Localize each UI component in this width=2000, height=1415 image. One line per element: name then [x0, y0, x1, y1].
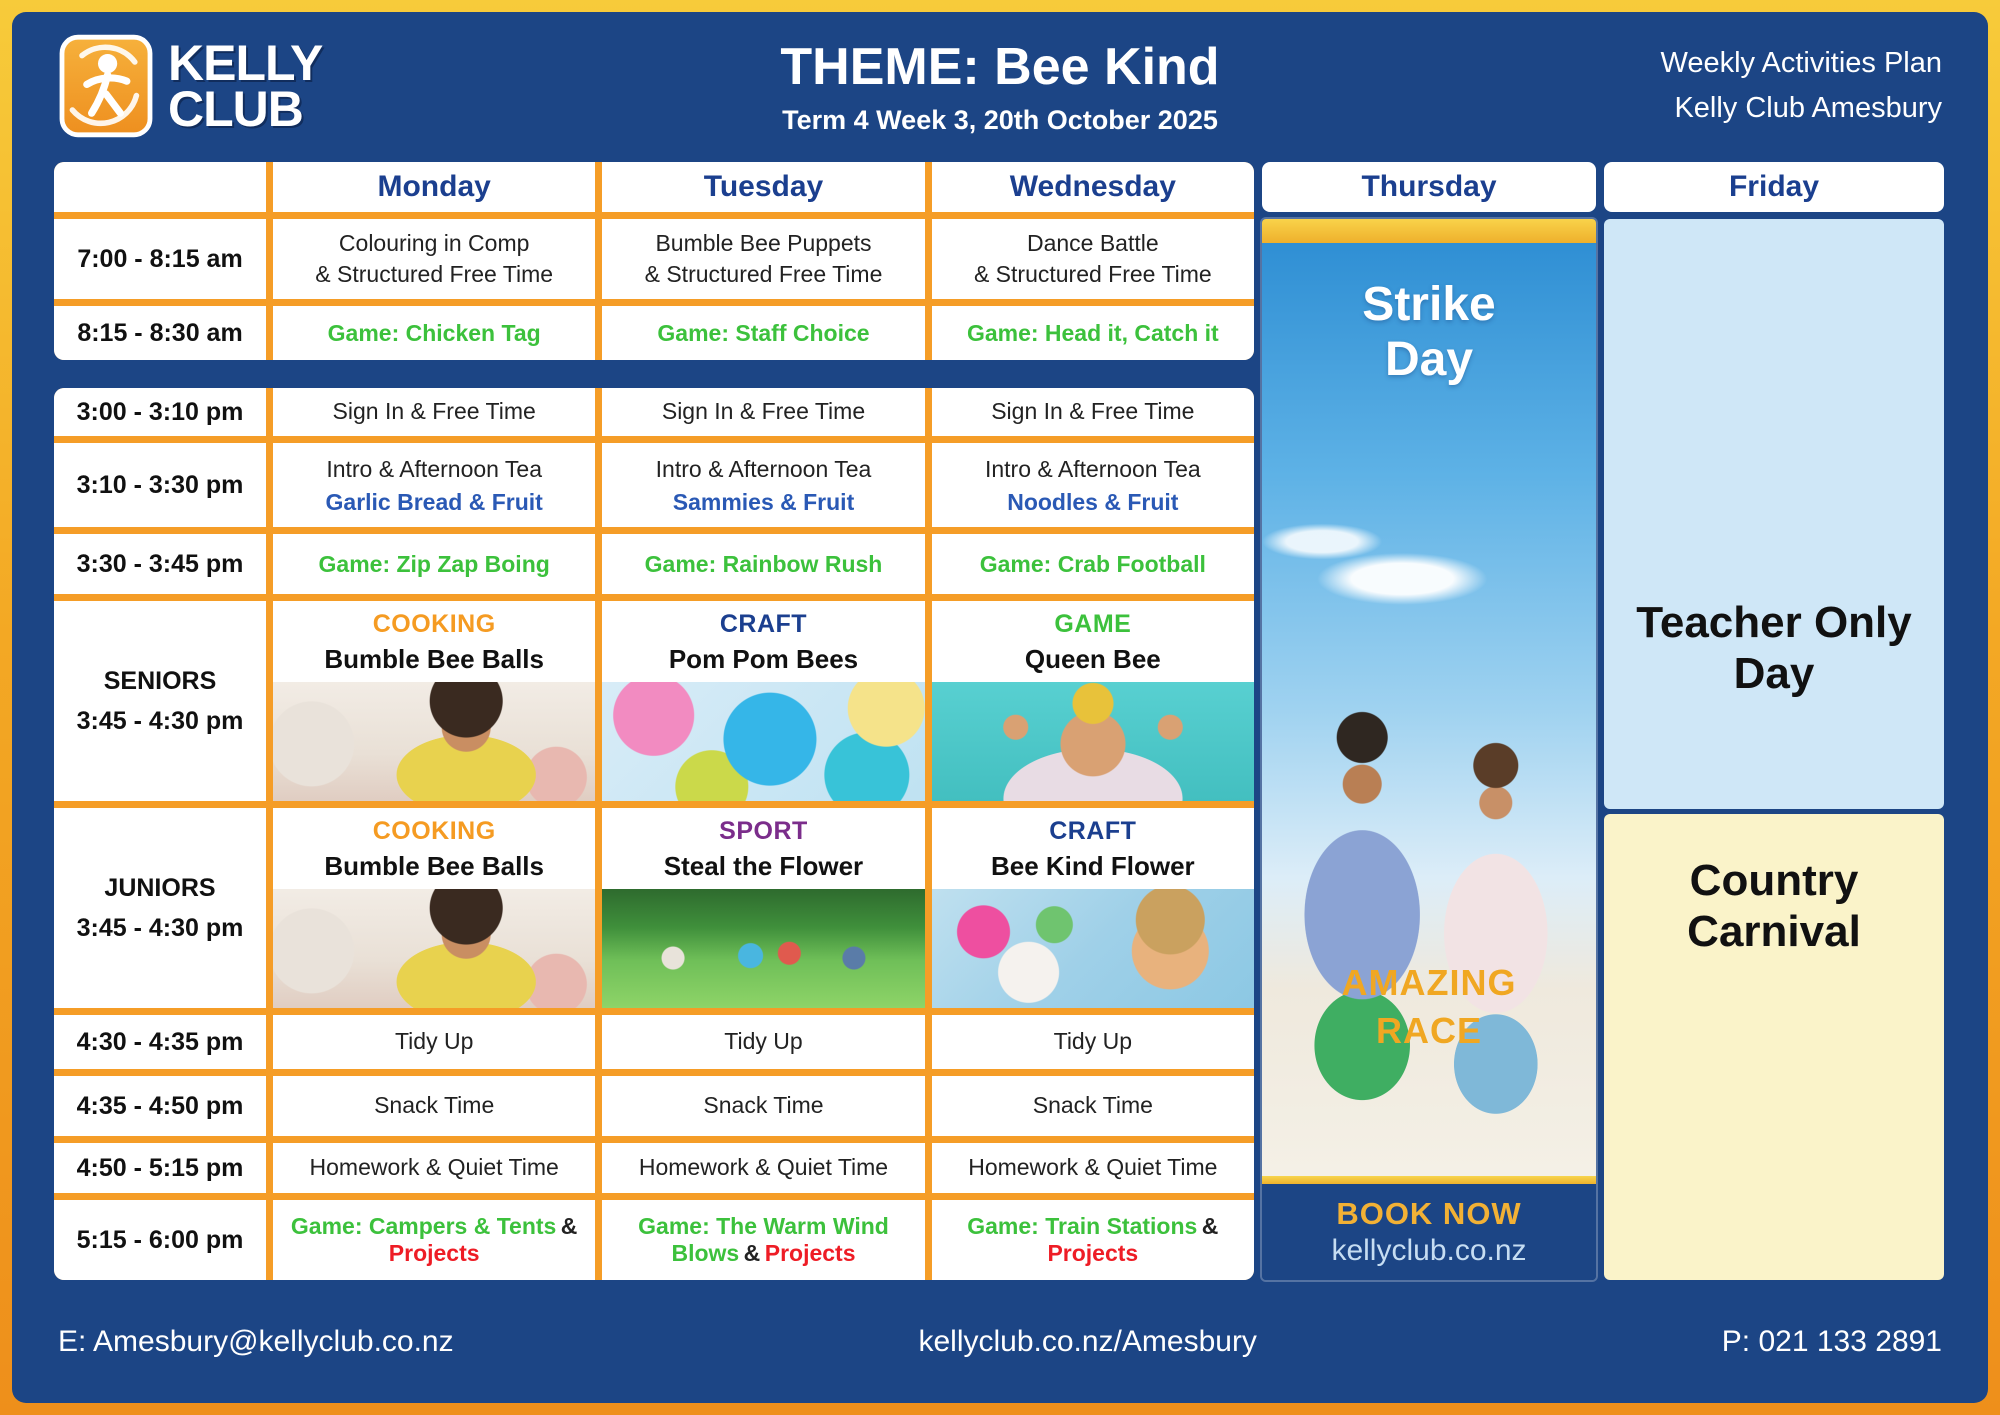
contact-email: E: Amesbury@kellyclub.co.nz [58, 1324, 454, 1358]
activity-cell: Dance Battle & Structured Free Time [932, 219, 1254, 299]
activity-category: CRAFT [719, 610, 808, 638]
strike-day-poster [1262, 219, 1596, 1280]
poster-photo [1262, 243, 1596, 1176]
activity-cell: Bumble Bee Puppets & Structured Free Time [602, 219, 924, 299]
time-cell: 8:15 - 8:30 am [54, 306, 266, 360]
activity-cell: Sign In & Free Time [273, 388, 595, 436]
teacher-only-day-box [1604, 219, 1944, 809]
poster-gold-band [1262, 219, 1596, 243]
outdoor-sport-photo [602, 889, 924, 1008]
juniors-tuesday-cell [602, 808, 924, 1008]
book-now-label: BOOK NOW [1336, 1196, 1522, 1231]
activity-cell: Tidy Up [932, 1015, 1254, 1069]
logo-word-club: CLUB [168, 81, 303, 137]
game-cell: Game: Staff Choice [602, 306, 924, 360]
day-header-monday: Monday [273, 162, 595, 212]
time-cell: 3:00 - 3:10 pm [54, 388, 266, 436]
schedule-tables [54, 162, 1254, 1280]
activity-title: Bee Kind Flower [990, 851, 1195, 881]
juniors-label-cell: JUNIORS 3:45 - 4:30 pm [54, 808, 266, 1008]
juniors-wednesday-cell [932, 808, 1254, 1008]
activity-cell: Intro & Afternoon Tea Garlic Bread & Fruit [273, 443, 595, 527]
activity-cell: Homework & Quiet Time [273, 1143, 595, 1193]
plan-label: Weekly Activities Plan [1660, 47, 1942, 80]
activity-cell: Tidy Up [273, 1015, 595, 1069]
kelly-club-logo-icon [58, 33, 154, 139]
theme-title-block [618, 37, 1382, 136]
weekly-plan-page [12, 12, 1988, 1403]
activity-category: GAME [1054, 610, 1132, 638]
morning-table [54, 162, 1254, 360]
juniors-monday-cell [273, 808, 595, 1008]
activity-cell: Sign In & Free Time [602, 388, 924, 436]
seniors-monday-cell [273, 601, 595, 801]
activity-title: Queen Bee [1024, 644, 1161, 674]
activity-cell: Snack Time [602, 1076, 924, 1136]
game-cell: Game: Zip Zap Boing [273, 534, 595, 594]
time-cell: 7:00 - 8:15 am [54, 219, 266, 299]
activity-cell: Homework & Quiet Time [602, 1143, 924, 1193]
poster-divider [1262, 1176, 1596, 1184]
activity-cell: Colouring in Comp & Structured Free Time [273, 219, 595, 299]
week-subtitle: Term 4 Week 3, 20th October 2025 [782, 104, 1218, 135]
flower-craft-photo [932, 889, 1254, 1008]
activity-title: Steal the Flower [663, 851, 864, 881]
time-cell: 4:30 - 4:35 pm [54, 1015, 266, 1069]
page-header [12, 12, 1988, 160]
cooking-photo [273, 682, 595, 801]
game-cell: Game: Rainbow Rush [602, 534, 924, 594]
pompom-craft-photo [602, 682, 924, 801]
game-cell: Game: Train Stations & Projects [932, 1200, 1254, 1280]
day-header-tuesday: Tuesday [602, 162, 924, 212]
teacher-only-day-label: Teacher Only Day [1636, 598, 1912, 698]
activity-cell: Intro & Afternoon Tea Noodles & Fruit [932, 443, 1254, 527]
page-footer [12, 1280, 1988, 1403]
activity-category: COOKING [372, 610, 496, 638]
header-right-block [1382, 41, 1942, 131]
poster-footer [1262, 1184, 1596, 1280]
activity-category: CRAFT [1049, 817, 1137, 845]
poster-website: kellyclub.co.nz [1331, 1234, 1527, 1267]
activity-title: Bumble Bee Balls [324, 851, 544, 881]
club-name: Kelly Club Amesbury [1674, 92, 1942, 124]
logo-wordmark [168, 35, 323, 137]
friday-column [1604, 162, 1944, 1280]
activity-cell: Snack Time [273, 1076, 595, 1136]
time-cell: 3:10 - 3:30 pm [54, 443, 266, 527]
corner-cell [54, 162, 266, 212]
amazing-race-label: AMAZING RACE [1341, 961, 1517, 1052]
game-cell: Game: The Warm Wind Blows & Projects [602, 1200, 924, 1280]
time-cell: 4:35 - 4:50 pm [54, 1076, 266, 1136]
afternoon-table [54, 388, 1254, 1280]
strike-day-title: Strike Day [1362, 278, 1496, 387]
cooking-photo [273, 889, 595, 1008]
kelly-club-logo [58, 33, 618, 139]
theme-title: THEME: Bee Kind [780, 37, 1220, 96]
thursday-column [1262, 162, 1596, 1280]
activity-cell: Tidy Up [602, 1015, 924, 1069]
activity-cell: Snack Time [932, 1076, 1254, 1136]
time-cell: 4:50 - 5:15 pm [54, 1143, 266, 1193]
country-carnival-label: Country Carnival [1687, 856, 1861, 956]
website-url: kellyclub.co.nz/Amesbury [918, 1324, 1257, 1358]
seniors-tuesday-cell [602, 601, 924, 801]
activity-cell: Intro & Afternoon Tea Sammies & Fruit [602, 443, 924, 527]
day-header-thursday: Thursday [1262, 162, 1596, 212]
activity-category: SPORT [719, 817, 808, 845]
country-carnival-box [1604, 814, 1944, 1280]
game-cell: Game: Campers & Tents & Projects [273, 1200, 595, 1280]
contact-phone: P: 021 133 2891 [1721, 1324, 1942, 1358]
activity-title: Bumble Bee Balls [324, 644, 544, 674]
game-cell: Game: Chicken Tag [273, 306, 595, 360]
time-cell: 5:15 - 6:00 pm [54, 1200, 266, 1280]
seniors-wednesday-cell [932, 601, 1254, 801]
activity-cell: Homework & Quiet Time [932, 1143, 1254, 1193]
logo-word-kelly: KELLY [168, 35, 323, 91]
schedule-board [54, 162, 1946, 1280]
day-header-wednesday: Wednesday [932, 162, 1254, 212]
game-cell: Game: Crab Football [932, 534, 1254, 594]
activity-title: Pom Pom Bees [668, 644, 859, 674]
day-header-friday: Friday [1604, 162, 1944, 212]
time-cell: 3:30 - 3:45 pm [54, 534, 266, 594]
queen-bee-photo [932, 682, 1254, 801]
activity-cell: Sign In & Free Time [932, 388, 1254, 436]
game-cell: Game: Head it, Catch it [932, 306, 1254, 360]
seniors-label-cell: SENIORS 3:45 - 4:30 pm [54, 601, 266, 801]
activity-category: COOKING [372, 817, 496, 845]
